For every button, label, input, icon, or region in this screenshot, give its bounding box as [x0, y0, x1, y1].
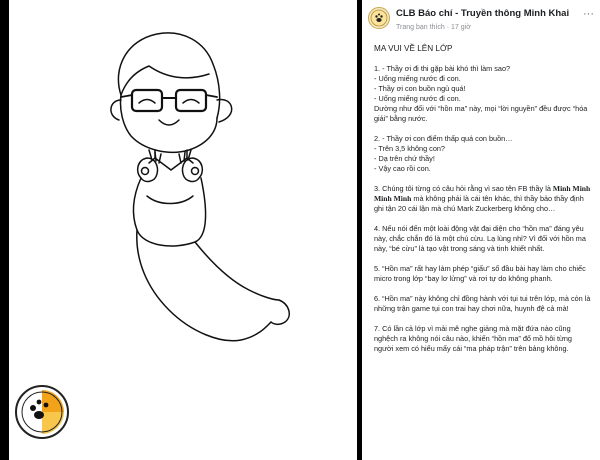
paragraph-6: 6. “Hồn ma” này không chỉ đồng hành với tụi tui trên lớp, mà còn là những trận game tụi con trai hay chơi nữa, huynh đệ cả mà! [374, 294, 591, 313]
text-line: - Trên 3,5 không con? [374, 144, 445, 153]
paragraph-1 [374, 64, 592, 124]
post-timestamp[interactable]: 17 giờ [451, 24, 471, 31]
post-photo[interactable] [9, 0, 357, 460]
more-options-icon[interactable]: ··· [583, 8, 594, 20]
paragraph-3 [374, 184, 592, 214]
paragraph-7: 7. Có lần cả lớp vì mải mê nghe giảng mà mặt đứa nào cũng nghệch ra không nói câu nào, khiến “hồn ma” đổ mồ hôi từng người xem có hiểu mấy cái “ma pháp trận” trên bảng không. [374, 324, 572, 353]
text-line: - Uống miếng nước đi con. [374, 94, 461, 103]
post-panel [362, 0, 600, 460]
post-meta [396, 24, 471, 31]
text-line: 1. - Thầy ơi đi thi gặp bài khó thì làm sao? [374, 64, 511, 73]
club-logo-icon[interactable] [368, 7, 390, 29]
text-line: - Dạ trên chứ thầy! [374, 154, 435, 163]
paragraph-2 [374, 134, 592, 174]
meta-separator: · [444, 24, 452, 31]
feed-source[interactable]: Trang bạn thích [396, 24, 445, 31]
post-text [362, 36, 600, 354]
text-line: - Uống miếng nước đi con. [374, 74, 461, 83]
page-name-link[interactable]: CLB Báo chí - Truyền thông Minh Khai [396, 8, 570, 19]
paragraph-4: 4. Nếu nói đến một loài động vật đại diện cho “hồn ma” đáng yêu này, chắc chắn đó là một chú cừu. Lạ lùng nhỉ? Vì đối với hồn ma này, “bé cừu” là tạo vật trong sáng và tinh khiết nhất. [374, 224, 586, 253]
text-line: - Vậy cao rồi con. [374, 164, 431, 173]
teacher-fb-name: Minh Minh Minh Minh [374, 184, 591, 203]
text-line: - Thầy ơi con buồn ngủ quá! [374, 84, 466, 93]
text-line: Dường như đối với “hồn ma” này, mọi “lời nguyền” đều được “hóa giải” bằng nước. [374, 104, 588, 123]
paragraph-3-start: 3. Chúng tôi từng có câu hỏi rằng vì sao tên FB thầy là [374, 184, 553, 193]
club-watermark-icon [15, 385, 69, 439]
text-line: 2. - Thầy ơi con điểm thấp quá con buồn… [374, 134, 513, 143]
paragraph-3-end: mà không phải là cái tên khác, thì thầy bảo thầy định ghi tận 20 cái lận mà chú Mark Zuckerberg không cho… [374, 194, 584, 213]
post-header [362, 0, 600, 36]
post-title: MA VUI VỀ LÊN LỚP [374, 44, 453, 53]
paragraph-5: 5. “Hồn ma” rất hay làm phép “giấu” sổ đầu bài hay làm cho chiếc micro trong lớp “bay lơ lửng” và rơi tự do không phanh. [374, 264, 586, 283]
